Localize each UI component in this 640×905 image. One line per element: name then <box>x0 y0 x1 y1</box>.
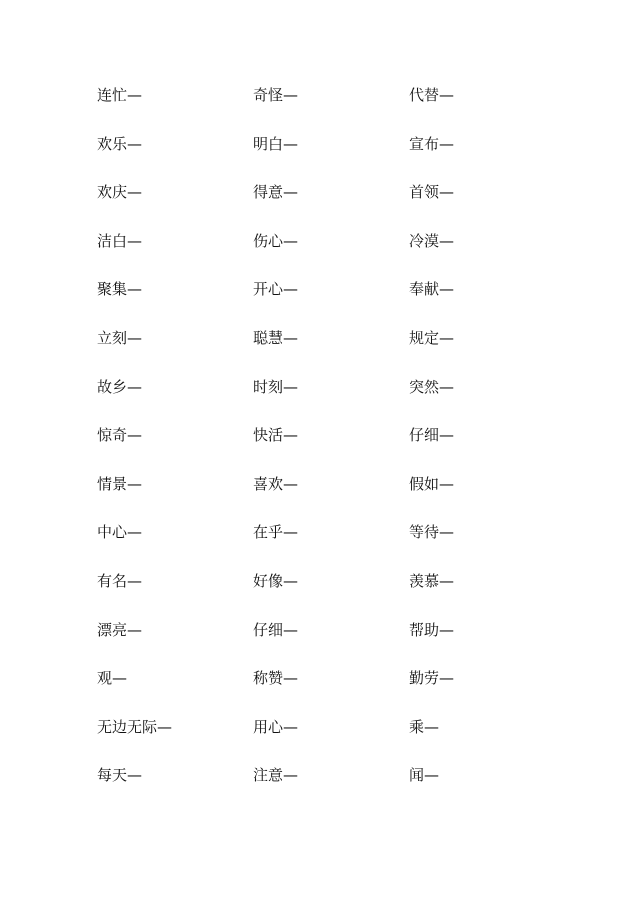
word-entry: 开心— <box>253 280 299 299</box>
word-entry: 情景— <box>97 474 143 493</box>
word-entry: 洁白— <box>97 231 143 250</box>
word-entry: 聚集— <box>97 280 143 299</box>
word-entry: 乘— <box>409 717 440 736</box>
word-entry: 欢乐— <box>97 134 143 153</box>
word-entry: 注意— <box>253 766 299 785</box>
word-entry: 连忙— <box>97 86 143 104</box>
word-entry: 用心— <box>253 717 299 736</box>
word-entry: 好像— <box>253 571 299 590</box>
word-entry: 明白— <box>253 134 299 153</box>
word-entry: 帮助— <box>409 620 455 639</box>
word-entry: 闻— <box>409 766 440 785</box>
word-entry: 聪慧— <box>253 328 299 347</box>
word-entry: 勤劳— <box>409 669 455 688</box>
word-entry: 等待— <box>409 523 455 542</box>
word-entry: 立刻— <box>97 328 143 347</box>
word-entry: 观— <box>97 669 128 688</box>
word-entry: 冷漠— <box>409 231 455 250</box>
word-entry: 首领— <box>409 183 455 202</box>
word-entry: 故乡— <box>97 377 143 396</box>
word-entry: 得意— <box>253 183 299 202</box>
word-entry: 规定— <box>409 328 455 347</box>
word-entry: 伤心— <box>253 231 299 250</box>
word-entry: 突然— <box>409 377 455 396</box>
word-entry: 喜欢— <box>253 474 299 493</box>
word-entry: 惊奇— <box>97 426 143 445</box>
word-entry: 代替— <box>409 86 455 104</box>
word-entry: 称赞— <box>253 669 299 688</box>
word-entry: 假如— <box>409 474 455 493</box>
word-entry: 快活— <box>253 426 299 445</box>
word-grid <box>97 84 565 813</box>
word-entry: 仔细— <box>409 426 455 445</box>
word-entry: 有名— <box>97 571 143 590</box>
word-entry: 每天— <box>97 766 143 785</box>
word-entry: 羡慕— <box>409 571 455 590</box>
word-entry: 时刻— <box>253 377 299 396</box>
word-entry: 欢庆— <box>97 183 143 202</box>
word-entry: 漂亮— <box>97 620 143 639</box>
word-entry: 奇怪— <box>253 86 299 104</box>
word-entry: 仔细— <box>253 620 299 639</box>
word-entry: 中心— <box>97 523 143 542</box>
word-entry: 在乎— <box>253 523 299 542</box>
word-entry: 宣布— <box>409 134 455 153</box>
word-entry: 无边无际— <box>97 717 173 736</box>
word-entry: 奉献— <box>409 280 455 299</box>
